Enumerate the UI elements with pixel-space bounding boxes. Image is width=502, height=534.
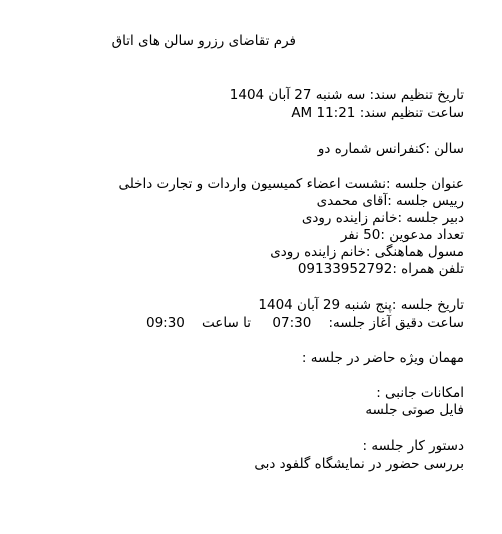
invitee-count: تعداد مدعوین :50 نفر [340, 227, 464, 243]
meeting-title: عنوان جلسه :نشست اعضاء کمیسیون واردات و تجارت داخلی [118, 176, 464, 192]
meeting-time-range: ساعت دقیق آغاز جلسه: 07:30 تا ساعت 09:30 [145, 315, 464, 331]
agenda-value: بررسی حضور در نمایشگاه گلفود دبی [254, 456, 464, 472]
issue-time: ساعت تنظیم سند: AM 11:21 [291, 105, 464, 121]
coordinator: مسول هماهنگی :خانم زاینده رودی [270, 244, 464, 260]
mobile-phone: تلفن همراه :09133952792 [297, 261, 464, 277]
meeting-date: تاریخ جلسه :پنج شنبه 29 آبان 1404 [258, 297, 464, 313]
meeting-chair: رییس جلسه :آقای محمدی [316, 193, 464, 209]
hall-name: سالن :کنفرانس شماره دو [317, 141, 464, 157]
facilities-value: فایل صوتی جلسه [365, 402, 464, 418]
agenda-label: دستور کار جلسه : [362, 438, 464, 454]
special-guests-label: مهمان ویژه حاضر در جلسه : [301, 350, 464, 366]
form-title: فرم تقاضای رزرو سالن های اتاق [111, 33, 296, 49]
issue-date: تاریخ تنظیم سند: سه شنبه 27 آبان 1404 [229, 87, 464, 103]
meeting-secretary: دبیر جلسه :خانم زاینده رودی [301, 210, 464, 226]
facilities-label: امکانات جانبی : [376, 385, 464, 401]
